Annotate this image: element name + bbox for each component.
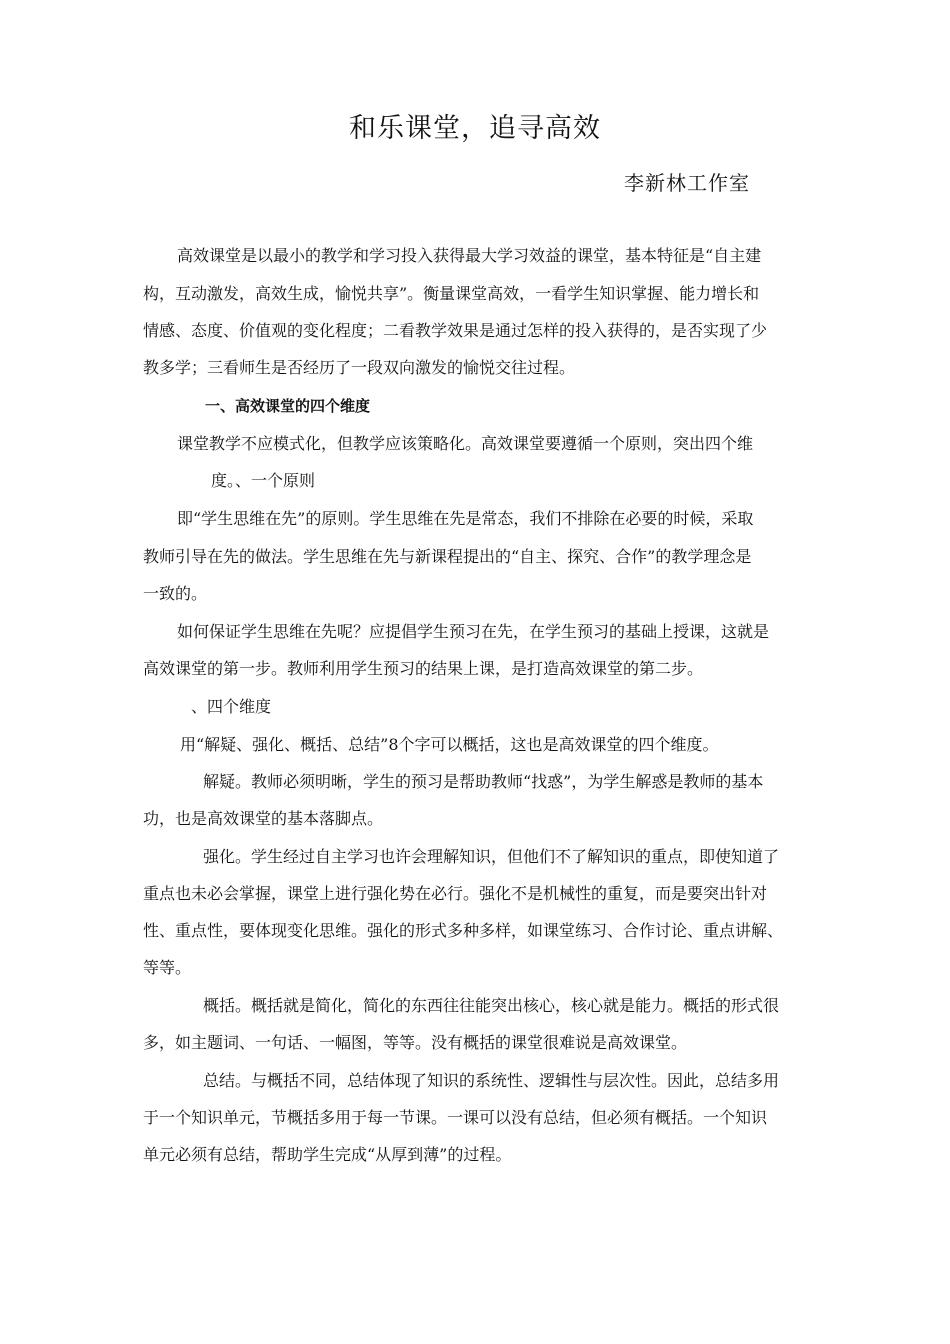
paragraph-line: 重点也未必会掌握，课堂上进行强化势在必行。强化不是机械性的重复，而是要突出针对 <box>143 884 768 903</box>
subheading: 度。、一个原则 <box>211 471 316 490</box>
section-heading: 一、高效课堂的四个维度 <box>205 397 371 415</box>
paragraph-line: 等等。 <box>143 958 192 977</box>
paragraph-line: 功，也是高效课堂的基本落脚点。 <box>143 809 384 828</box>
paragraph-line: 即“学生思维在先”的原则。学生思维在先是常态，我们不排除在必要的时候，采取 <box>177 509 754 528</box>
paragraph-line: 教师引导在先的做法。学生思维在先与新课程提出的“自主、探究、合作”的教学理念是 <box>143 547 752 566</box>
paragraph-line: 教多学；三看师生是否经历了一段双向激发的愉悦交往过程。 <box>143 358 576 377</box>
paragraph-line: 性、重点性，要体现变化思维。强化的形式多种多样，如课堂练习、合作讨论、重点讲解、 <box>143 921 784 940</box>
paragraph-line: 解疑。教师必须明晰，学生的预习是帮助教师“找惑”，为学生解惑是教师的基本 <box>203 772 764 791</box>
paragraph-line: 用“解疑、强化、概括、总结”8个字可以概括，这也是高效课堂的四个维度。 <box>180 735 719 754</box>
paragraph-line: 如何保证学生思维在先呢？应提倡学生预习在先，在学生预习的基础上授课，这就是 <box>177 622 770 641</box>
paragraph-line: 高效课堂的第一步。教师利用学生预习的结果上课，是打造高效课堂的第二步。 <box>143 659 704 678</box>
paragraph-line: 单元必须有总结，帮助学生完成“从厚到薄”的过程。 <box>143 1145 512 1164</box>
paragraph-line: 高效课堂是以最小的教学和学习投入获得最大学习效益的课堂，基本特征是“自主建 <box>177 246 762 265</box>
paragraph-line: 多，如主题词、一句话、一幅图，等等。没有概括的课堂很难说是高效课堂。 <box>143 1033 688 1052</box>
paragraph-line: 一致的。 <box>143 584 208 603</box>
document-title: 和乐课堂，追寻高效 <box>349 113 601 144</box>
paragraph-line: 构，互动激发，高效生成，愉悦共享”。衡量课堂高效，一看学生知识掌握、能力增长和 <box>143 284 760 303</box>
document-author: 李新林工作室 <box>624 171 750 195</box>
paragraph-line: 概括。概括就是简化，简化的东西往往能突出核心，核心就是能力。概括的形式很 <box>203 996 780 1015</box>
paragraph-line: 情感、态度、价值观的变化程度；二看教学效果是通过怎样的投入获得的，是否实现了少 <box>143 321 768 340</box>
paragraph-line: 强化。学生经过自主学习也许会理解知识，但他们不了解知识的重点，即使知道了 <box>203 847 780 866</box>
paragraph-line: 总结。与概括不同，总结体现了知识的系统性、逻辑性与层次性。因此，总结多用 <box>203 1071 780 1090</box>
subheading: 、四个维度 <box>191 697 272 716</box>
paragraph-line: 于一个知识单元，节概括多用于每一节课。一课可以没有总结，但必须有概括。一个知识 <box>143 1108 768 1127</box>
paragraph-line: 课堂教学不应模式化，但教学应该策略化。高效课堂要遵循一个原则，突出四个维 <box>177 434 754 453</box>
